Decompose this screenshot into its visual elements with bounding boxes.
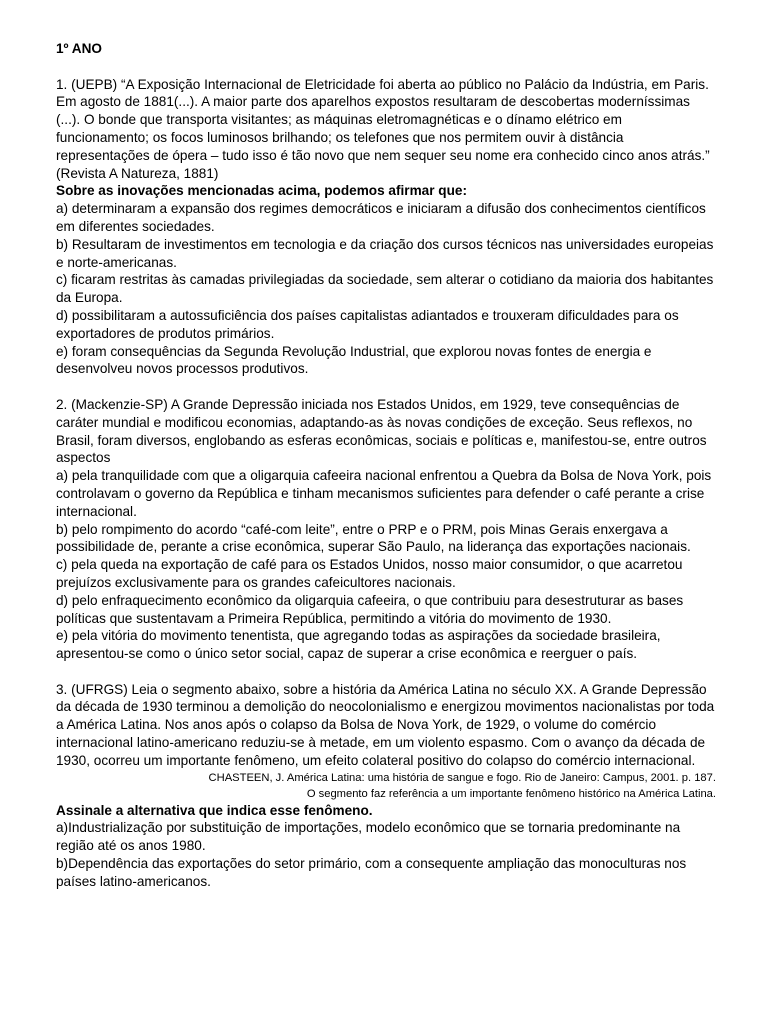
question-2-option-d: d) pelo enfraquecimento econômico da oligarquia cafeeira, o que contribuiu para desestruturar as bases políticas que sustentavam a Primeira República, permitindo a vitória do movimento de 1930. bbox=[56, 592, 684, 626]
question-3-stem: 3. (UFRGS) Leia o segmento abaixo, sobre a história da América Latina no século XX. A Grande Depressão da década de 1930 terminou a demolição do neocolonialismo e energizou movimentos nacionalistas por toda a América Latina. Nos anos após o colapso da Bolsa de Nova York, de 1929, o volume do comércio internacional latino-americano reduziu-se à metade, em um violento espasmo. Com o avanço da década de 1930, ocorreu um importante fenômeno, um efeito colateral positivo do colapso do comércio internacional. bbox=[56, 681, 715, 768]
question-3-prompt: Assinale a alternativa que indica esse fenômeno. bbox=[56, 802, 373, 818]
question-3 bbox=[56, 681, 716, 891]
question-1-stem: 1. (UEPB) “A Exposição Internacional de Eletricidade foi aberta ao público no Palácio da Indústria, em Paris. Em agosto de 1881(...). A maior parte dos aparelhos expostos resultaram de descobertas moderníssimas (...). O bonde que transporta visitantes; as máquinas eletromagnéticas e o dínamo elétrico em funcionamento; os focos luminosos brilhando; os telefones que nos permitem ouvir à distância representações de ópera – tudo isso é tão novo que nem sequer seu nome era conhecido cinco anos atrás.” (Revista A Natureza, 1881) bbox=[56, 76, 710, 181]
question-1-option-c: c) ficaram restritas às camadas privilegiadas da sociedade, sem alterar o cotidiano da maioria dos habitantes da Europa. bbox=[56, 272, 714, 306]
question-1-option-e: e) foram consequências da Segunda Revolução Industrial, que explorou novas fontes de energia e desenvolveu novos processos produtivos. bbox=[56, 343, 652, 377]
question-1-option-d: d) possibilitaram a autossuficiência dos países capitalistas adiantados e trouxeram dificuldades para os exportadores de produtos primários. bbox=[56, 307, 679, 341]
question-1-prompt: Sobre as inovações mencionadas acima, podemos afirmar que: bbox=[56, 183, 467, 199]
document-title: 1º ANO bbox=[56, 41, 103, 56]
question-1-option-a: a) determinaram a expansão dos regimes democráticos e iniciaram a difusão dos conhecimentos científicos em diferentes sociedades. bbox=[56, 201, 706, 234]
question-3-option-b: b)Dependência das exportações do setor primário, com a consequente ampliação das monoculturas nos países latino-americanos. bbox=[56, 856, 687, 889]
question-2-stem: 2. (Mackenzie-SP) A Grande Depressão iniciada nos Estados Unidos, em 1929, teve consequências de caráter mundial e modificou economias, adaptando-as às novas condições de exceção. Seus reflexos, no Brasil, foram diversos, englobando as esferas econômicas, sociais e políticas e, manifestou-se, entre outros aspectos bbox=[56, 396, 707, 466]
question-2-option-b: b) pelo rompimento do acordo “café-com leite”, entre o PRP e o PRM, pois Minas Gerais enxergava a possibilidade de, perante a crise econômica, superar São Paulo, na liderança das exportações nacionais. bbox=[56, 521, 691, 555]
question-2 bbox=[56, 396, 716, 663]
question-2-option-e: e) pela vitória do movimento tenentista, que agregando todas as aspirações da sociedade brasileira, apresentou-se como o único setor social, capaz de superar a crise econômica e reerguer o país. bbox=[56, 628, 661, 662]
question-3-option-a: a)Industrialização por substituição de importações, modelo econômico que se tornaria predominante na região até os anos 1980. bbox=[56, 820, 681, 854]
question-3-citation-source: CHASTEEN, J. América Latina: uma história de sangue e fogo. Rio de Janeiro: Campus, 2001. p. 187. bbox=[208, 771, 716, 784]
question-2-option-c: c) pela queda na exportação de café para os Estados Unidos, nosso maior consumidor, o que acarretou prejuízos exclusivamente para os grandes cafeicultores nacionais. bbox=[56, 557, 683, 590]
question-2-option-a: a) pela tranquilidade com que a oligarquia cafeeira nacional enfrentou a Quebra da Bolsa de Nova York, pois controlavam o governo da República e tinham mecanismos suficientes para defender o café perante a crise internacional. bbox=[56, 468, 712, 519]
question-1 bbox=[56, 76, 716, 379]
document-page bbox=[56, 40, 716, 908]
question-1-option-b: b) Resultaram de investimentos em tecnologia e da criação dos cursos técnicos nas universidades europeias e norte-americanas. bbox=[56, 236, 714, 270]
question-3-citation-note: O segmento faz referência a um importante fenômeno histórico na América Latina. bbox=[306, 787, 716, 800]
